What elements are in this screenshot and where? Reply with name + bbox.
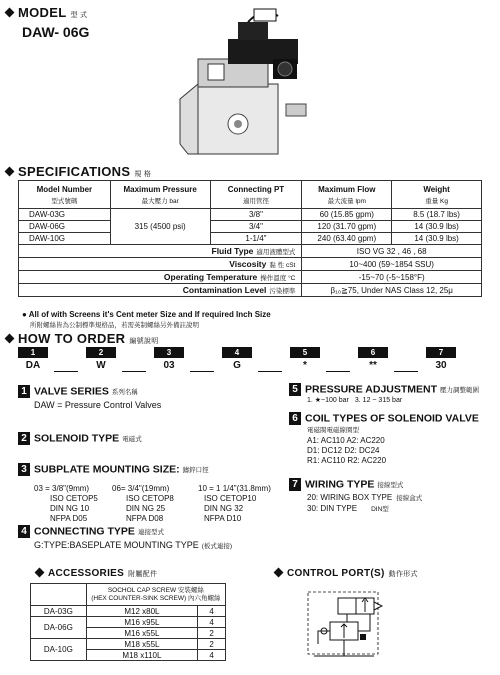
header-model-number: Model Number 型式號碼 — [19, 181, 111, 209]
table-row: DA-06G M16 x95L 4 — [31, 617, 226, 628]
order-code: 03 — [163, 360, 175, 371]
order-num: 5 — [290, 347, 320, 358]
model-code: DAW- 06G — [22, 24, 90, 40]
table-row: DAW-06G 3/4" 120 (31.70 gpm) 14 (30.9 lbs) — [19, 221, 482, 233]
operating-temperature-row: Operating Temperature 操作溫度 °C -15~70 (-5~158°F) — [19, 271, 482, 284]
solenoid-type-item: 2 SOLENOID TYPE 電磁式 — [18, 432, 142, 445]
header-max-flow: Maximum Flow 最大流量 lpm — [302, 181, 392, 209]
screw-size-note-cn: 所附螺絲皆為公制標準規格品，若需英制螺絲另外備註說明 — [30, 322, 199, 329]
order-code: G — [233, 360, 241, 371]
table-row: DA-10G M18 x55L 2 — [31, 639, 226, 650]
model-heading: MODEL 型 式 — [6, 5, 87, 20]
subplate-col-3: 10 = 1 1/4"(31.8mm) ISO CETOP10 DIN NG 32 NFPA D10 — [198, 484, 271, 523]
order-num: 3 — [154, 347, 184, 358]
order-code: W — [96, 360, 106, 371]
wiring-type-item: 7 WIRING TYPE 接線型式 20: WIRING BOX TYPE 接線盒式 30: DIN TYPE DIN型 — [289, 478, 422, 515]
order-code-strip — [18, 347, 482, 377]
contamination-level-row: Contamination Level 污染標準 β₁₀≧75, Under NAS Class 12, 25μ — [19, 284, 482, 297]
valve-photo — [168, 4, 318, 159]
table-row: DA-03G M12 x80L 4 — [31, 606, 226, 617]
coil-types-item: 6 COIL TYPES OF SOLENOID VALVE 電磁閥電磁線圈型 A1: AC110 A2: AC220 D1: DC12 D2: DC24 R1: AC110 R2: AC220 — [289, 412, 479, 466]
header-connecting-pt: Connecting PT 適用管徑 — [210, 181, 302, 209]
order-num: 7 — [426, 347, 456, 358]
subplate-col-1: 03 = 3/8"(9mm) ISO CETOP5 DIN NG 10 NFPA D05 — [34, 484, 98, 523]
pressure-adjustment-item: 5 PRESSURE ADJUSTMENT 壓力調整範圍 1. ★~100 bar 3. 12 ~ 315 bar — [289, 383, 479, 406]
fluid-type-row: Fluid Type 適用液體型式 ISO VG 32 , 46 , 68 — [19, 245, 482, 258]
order-num: 4 — [222, 347, 252, 358]
screw-size-note: ● All of with Screens it's Cent meter Size and If required Inch Size — [22, 310, 271, 319]
hydraulic-schematic-icon — [300, 584, 390, 664]
accessories-table — [30, 583, 226, 661]
connecting-type-item: 4 CONNECTING TYPE 連接型式 G:TYPE:BASEPLATE MOUNTING TYPE (板式連接) — [18, 525, 232, 552]
order-num: 2 — [86, 347, 116, 358]
how-to-order-heading: HOW TO ORDER 編號說明 — [6, 331, 159, 346]
order-code: * — [303, 360, 307, 371]
table-row: DAW-10G 1-1/4" 240 (63.40 gpm) 14 (30.9 lbs) — [19, 233, 482, 245]
subplate-mounting-item: 3 SUBPLATE MOUNTING SIZE: 鑄鋅口徑 — [18, 463, 209, 476]
control-ports-heading: CONTROL PORT(S) 動作形式 — [275, 568, 418, 579]
diamond-bullet-icon — [35, 567, 45, 577]
header-weight: Weight 重量 Kg — [392, 181, 482, 209]
max-pressure-cell: 315 (4500 psi) — [110, 209, 210, 245]
diamond-bullet-icon — [5, 8, 15, 18]
order-num: 6 — [358, 347, 388, 358]
order-code: DA — [25, 360, 41, 371]
table-row: M18 x110L 4 — [31, 650, 226, 661]
spec-header-row — [19, 181, 482, 209]
specifications-heading: SPECIFICATIONS 規 格 — [6, 164, 151, 179]
specifications-table — [18, 180, 482, 297]
order-num: 1 — [18, 347, 48, 358]
diamond-bullet-icon — [274, 567, 284, 577]
acc-header-row: SOCHOL CAP SCREW 安裝螺絲 (HEX COUNTER-SINK SCREW) 內六角螺絲 — [31, 584, 226, 606]
header-max-pressure: Maximum Pressure 最大壓力 bar — [110, 181, 210, 209]
diamond-bullet-icon — [5, 167, 15, 177]
table-row: DAW-03G 315 (4500 psi) 3/8" 60 (15.85 gpm) 8.5 (18.7 lbs) — [19, 209, 482, 221]
valve-series-item: 1 VALVE SERIES 系列名稱 DAW = Pressure Control Valves — [18, 385, 161, 411]
order-code: 30 — [435, 360, 447, 371]
table-row: M16 x55L 2 — [31, 628, 226, 639]
viscosity-row: Viscosity 黏 性 cSt 10~400 (59~1854 SSU) — [19, 258, 482, 271]
subplate-col-2: 06= 3/4"(19mm) ISO CETOP8 DIN NG 25 NFPA D08 — [112, 484, 174, 523]
order-code: ** — [369, 360, 377, 371]
accessories-heading: ACCESSORIES 附屬配件 — [36, 568, 157, 579]
diamond-bullet-icon — [5, 334, 15, 344]
